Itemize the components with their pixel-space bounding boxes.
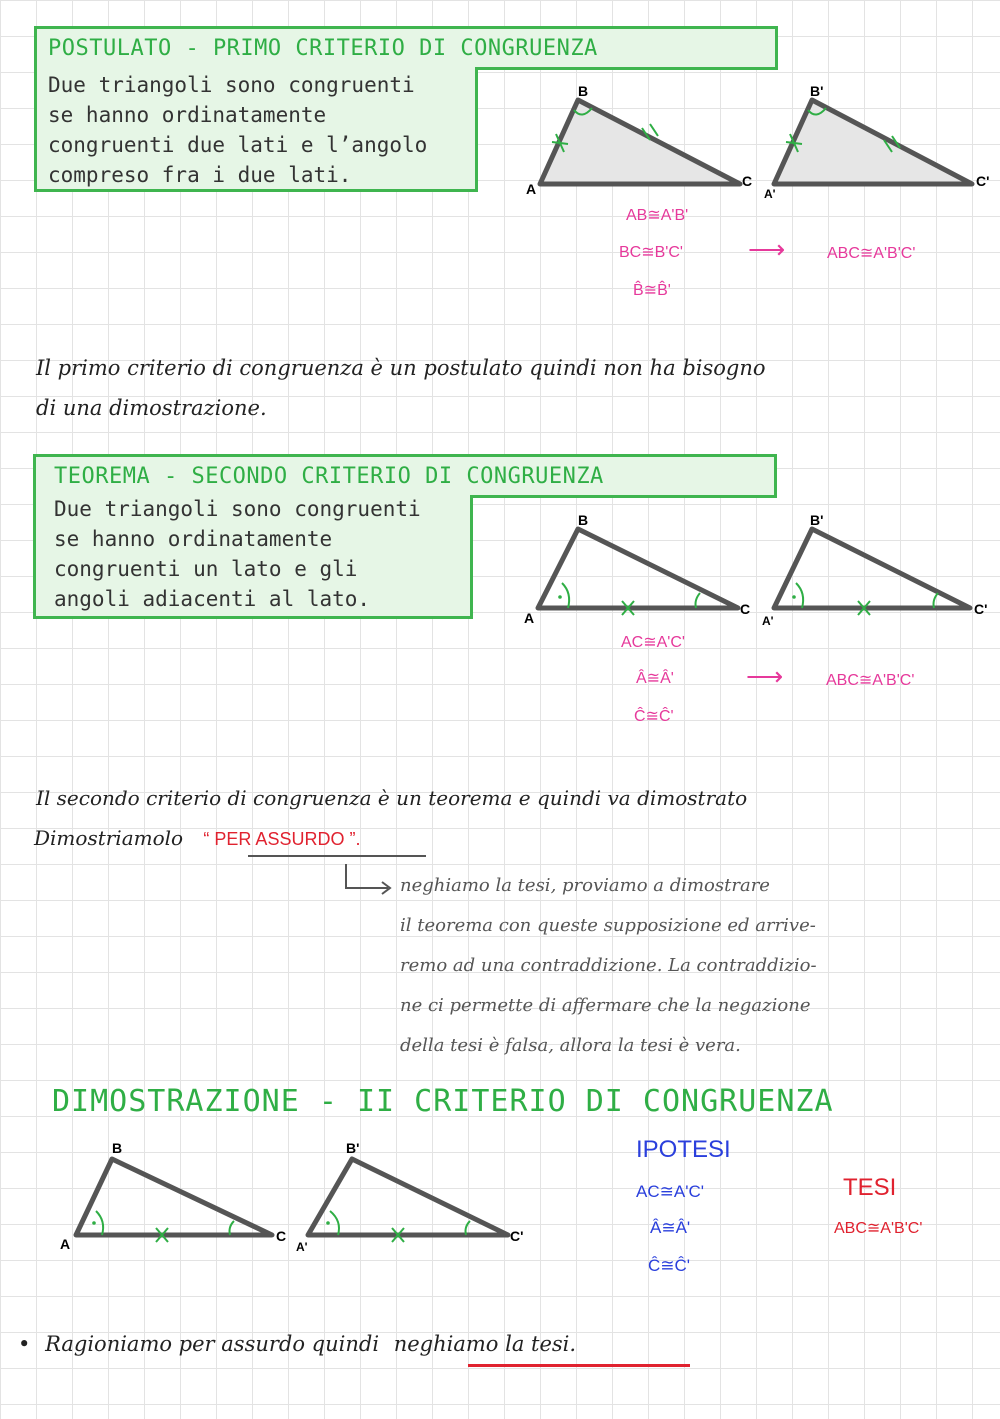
- conclusion-1: ABC≅A'B'C': [827, 245, 916, 262]
- note-theorem-line2: [34, 826, 360, 850]
- theorem-line: congruenti un lato e gli: [54, 557, 358, 581]
- triangle-a2b2c2: [774, 100, 972, 184]
- conclusion-2: ABC≅A'B'C': [826, 672, 915, 689]
- theorem-line: Due triangoli sono congruenti: [54, 497, 421, 521]
- angle-dot-a2: [792, 595, 796, 599]
- explanation-text: [400, 866, 817, 1066]
- label-b: B: [578, 83, 589, 99]
- angle-mark-a: [96, 1211, 103, 1235]
- ipotesi-label: IPOTESI: [636, 1136, 731, 1163]
- tesi-value: ABC≅A'B'C': [834, 1220, 923, 1237]
- final-underline: [468, 1364, 690, 1367]
- label-c: C: [742, 173, 753, 189]
- angle-dot-a: [558, 595, 562, 599]
- triangles-figure-3: [50, 1135, 540, 1265]
- theorem-line: se hanno ordinatamente: [54, 527, 333, 551]
- postulate-line: Due triangoli sono congruenti: [48, 73, 415, 97]
- triangles-figure-1: [510, 80, 1000, 210]
- angle-mark-a: [562, 583, 569, 608]
- triangle-abc-3: [76, 1159, 272, 1235]
- angle-mark-a2: [330, 1211, 339, 1235]
- note-postulate-line2: di una dimostrazione.: [36, 396, 267, 420]
- label-c: C: [276, 1228, 287, 1244]
- label-b2: B': [346, 1140, 360, 1156]
- explanation-line: ne ci permette di affermare che la negazione: [400, 995, 811, 1016]
- final-line: [18, 1332, 576, 1356]
- arrow-1: ⟶: [748, 234, 786, 264]
- explanation-line: neghiamo la tesi, proviamo a dimostrare: [400, 875, 770, 896]
- arrow-2: ⟶: [746, 661, 784, 691]
- label-c2: C': [976, 173, 990, 189]
- label-c2: C': [510, 1228, 524, 1244]
- final-highlight: neghiamo la tesi.: [393, 1332, 577, 1356]
- dimostriamolo-text: Dimostriamolo: [34, 826, 184, 850]
- label-a2: A': [764, 187, 776, 201]
- tesi-label: TESI: [843, 1174, 897, 1201]
- label-a2: A': [296, 1240, 308, 1254]
- postulate-line: compreso fra i due lati.: [48, 163, 352, 187]
- condition-angle-a: Â≅Â': [636, 670, 674, 687]
- explanation-line: remo ad una contraddizione. La contraddizio-: [400, 955, 817, 976]
- condition-angle-b: B̂≅B̂': [633, 282, 671, 299]
- triangles-figure-2: [510, 505, 1000, 635]
- postulate-line: congruenti due lati e l’angolo: [48, 133, 428, 157]
- note-theorem-line1: Il secondo criterio di congruenza è un teorema e quindi va dimostrato: [36, 786, 748, 810]
- label-b2: B': [810, 83, 824, 99]
- label-b2: B': [810, 512, 824, 528]
- per-assurdo-underline: [248, 855, 426, 857]
- explanation-line: il teorema con queste supposizione ed arrive-: [400, 915, 816, 936]
- angle-mark-a2: [796, 583, 803, 608]
- angle-dot-a: [92, 1221, 96, 1225]
- label-b: B: [578, 512, 589, 528]
- note-postulate-line1: Il primo criterio di congruenza è un postulato quindi non ha bisogno: [36, 356, 766, 380]
- label-c2: C': [974, 601, 988, 617]
- ipotesi-ac: AC≅A'C': [636, 1182, 704, 1201]
- final-prefix: Ragioniamo per assurdo quindi: [45, 1332, 380, 1356]
- label-a: A: [526, 181, 537, 197]
- label-b: B: [112, 1140, 123, 1156]
- theorem-title: TEOREMA - SECONDO CRITERIO DI CONGRUENZA: [54, 464, 604, 489]
- explanation-line: della tesi è falsa, allora la tesi è vera.: [400, 1035, 741, 1056]
- per-assurdo-text: “ PER ASSURDO ”.: [203, 829, 361, 849]
- label-a: A: [524, 610, 535, 626]
- postulate-text: [48, 70, 427, 190]
- label-a: A: [60, 1236, 71, 1252]
- condition-angle-c: Ĉ≅Ĉ': [634, 708, 674, 725]
- angle-dot-a2: [326, 1221, 330, 1225]
- theorem-text: [54, 494, 421, 614]
- condition-bc: BC≅B'C': [619, 244, 683, 261]
- condition-ac: AC≅A'C': [621, 634, 685, 651]
- ipotesi-angle-a: Â≅Â': [650, 1218, 691, 1237]
- hook-arrow: [340, 862, 400, 898]
- bullet: •: [18, 1332, 31, 1356]
- triangle-abc: [540, 100, 740, 184]
- condition-ab: AB≅A'B': [626, 207, 689, 224]
- label-c: C: [740, 601, 751, 617]
- proof-title: DIMOSTRAZIONE - II CRITERIO DI CONGRUENZA: [52, 1084, 834, 1119]
- ipotesi-angle-c: Ĉ≅Ĉ': [648, 1256, 691, 1275]
- postulate-line: se hanno ordinatamente: [48, 103, 327, 127]
- postulate-title: POSTULATO - PRIMO CRITERIO DI CONGRUENZA: [48, 36, 598, 61]
- theorem-line: angoli adiacenti al lato.: [54, 587, 371, 611]
- label-a2: A': [762, 614, 774, 628]
